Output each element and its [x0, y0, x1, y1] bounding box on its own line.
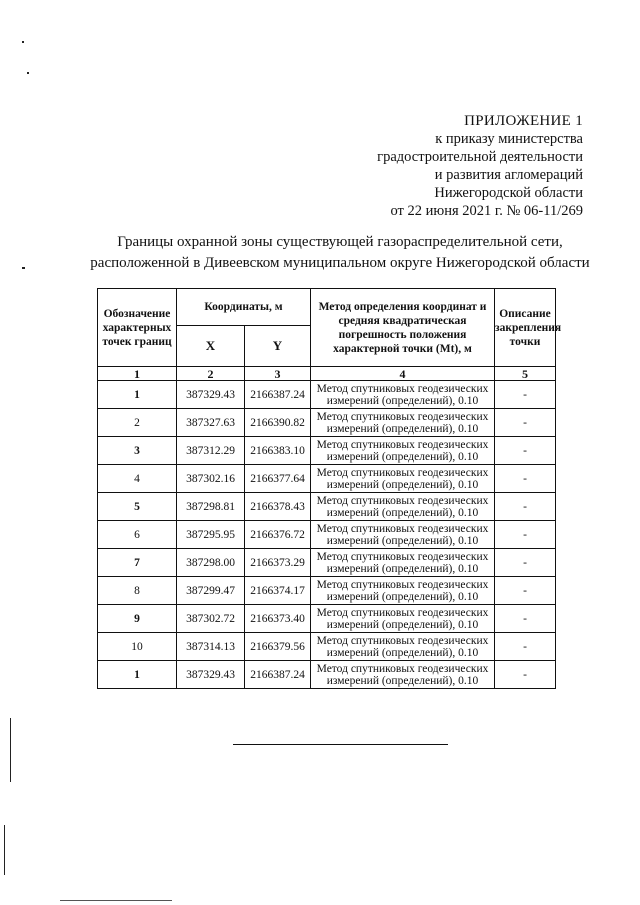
point-cell: 3 [98, 437, 177, 465]
point-cell: 4 [98, 465, 177, 493]
footer-divider [60, 900, 172, 901]
fixing-cell: - [495, 381, 556, 409]
point-cell: 1 [98, 381, 177, 409]
fixing-cell: - [495, 521, 556, 549]
signature-divider [233, 744, 448, 745]
fixing-cell: - [495, 409, 556, 437]
y-cell: 2166373.40 [245, 605, 311, 633]
method-cell: Метод спутниковых геодезических измерений (определений), 0.10 [311, 633, 495, 661]
table-row [98, 409, 556, 437]
column-number-row [98, 367, 556, 381]
y-cell: 2166383.10 [245, 437, 311, 465]
x-cell: 387312.29 [177, 437, 245, 465]
column-number: 5 [495, 367, 556, 381]
appendix-line: градостроительной деятельности [377, 149, 583, 165]
column-number: 3 [245, 367, 311, 381]
y-cell: 2166377.64 [245, 465, 311, 493]
table-row [98, 661, 556, 689]
document-title [60, 232, 620, 274]
fixing-cell: - [495, 633, 556, 661]
table-row [98, 549, 556, 577]
table-row [98, 381, 556, 409]
y-cell: 2166378.43 [245, 493, 311, 521]
method-cell: Метод спутниковых геодезических измерений (определений), 0.10 [311, 661, 495, 689]
x-cell: 387329.43 [177, 381, 245, 409]
document-title-line: расположенной в Дивеевском муниципальном округе Нижегородской области [90, 255, 590, 271]
y-cell: 2166390.82 [245, 409, 311, 437]
method-cell: Метод спутниковых геодезических измерений (определений), 0.10 [311, 409, 495, 437]
table-row [98, 577, 556, 605]
x-cell: 387298.00 [177, 549, 245, 577]
method-cell: Метод спутниковых геодезических измерений (определений), 0.10 [311, 605, 495, 633]
fixing-cell: - [495, 605, 556, 633]
header-y: Y [245, 326, 311, 367]
header-x: X [177, 326, 245, 367]
scan-edge-line [4, 825, 5, 875]
x-cell: 387295.95 [177, 521, 245, 549]
table-row [98, 465, 556, 493]
boundary-points-table [97, 288, 562, 689]
x-cell: 387302.16 [177, 465, 245, 493]
appendix-line: Нижегородской области [434, 185, 583, 201]
point-cell: 10 [98, 633, 177, 661]
appendix-line: к приказу министерства [435, 131, 583, 147]
fixing-cell: - [495, 493, 556, 521]
method-cell: Метод спутниковых геодезических измерений (определений), 0.10 [311, 493, 495, 521]
point-cell: 1 [98, 661, 177, 689]
y-cell: 2166376.72 [245, 521, 311, 549]
fixing-cell: - [495, 437, 556, 465]
point-cell: 7 [98, 549, 177, 577]
header-method: Метод определения координат и средняя квадратическая погрешность положения характерной точки (Mt), м [311, 289, 495, 367]
column-number: 2 [177, 367, 245, 381]
table-row [98, 493, 556, 521]
fixing-cell: - [495, 577, 556, 605]
appendix-header [377, 112, 583, 220]
method-cell: Метод спутниковых геодезических измерений (определений), 0.10 [311, 577, 495, 605]
table-row [98, 437, 556, 465]
method-cell: Метод спутниковых геодезических измерений (определений), 0.10 [311, 437, 495, 465]
appendix-line: от 22 июня 2021 г. № 06-11/269 [390, 203, 583, 219]
scan-mark [22, 267, 25, 269]
point-cell: 8 [98, 577, 177, 605]
x-cell: 387314.13 [177, 633, 245, 661]
y-cell: 2166374.17 [245, 577, 311, 605]
y-cell: 2166387.24 [245, 661, 311, 689]
table-row [98, 605, 556, 633]
document-title-line: Границы охранной зоны существующей газораспределительной сети, [117, 234, 563, 250]
x-cell: 387299.47 [177, 577, 245, 605]
appendix-title: ПРИЛОЖЕНИЕ 1 [464, 113, 583, 129]
method-cell: Метод спутниковых геодезических измерений (определений), 0.10 [311, 465, 495, 493]
table-row [98, 521, 556, 549]
fixing-cell: - [495, 465, 556, 493]
header-point: Обозначение характерных точек границ [98, 289, 177, 367]
fixing-cell: - [495, 661, 556, 689]
scan-mark [27, 72, 29, 74]
scan-edge-line [10, 718, 11, 782]
appendix-line: и развития агломераций [434, 167, 583, 183]
x-cell: 387327.63 [177, 409, 245, 437]
point-cell: 9 [98, 605, 177, 633]
method-cell: Метод спутниковых геодезических измерений (определений), 0.10 [311, 381, 495, 409]
y-cell: 2166387.24 [245, 381, 311, 409]
x-cell: 387329.43 [177, 661, 245, 689]
header-fixing: Описание закрепления точки [495, 289, 556, 367]
fixing-cell: - [495, 549, 556, 577]
table-row [98, 633, 556, 661]
column-number: 1 [98, 367, 177, 381]
x-cell: 387298.81 [177, 493, 245, 521]
y-cell: 2166379.56 [245, 633, 311, 661]
column-number: 4 [311, 367, 495, 381]
x-cell: 387302.72 [177, 605, 245, 633]
header-coordinates: Координаты, м [177, 289, 311, 326]
point-cell: 2 [98, 409, 177, 437]
y-cell: 2166373.29 [245, 549, 311, 577]
point-cell: 6 [98, 521, 177, 549]
point-cell: 5 [98, 493, 177, 521]
method-cell: Метод спутниковых геодезических измерений (определений), 0.10 [311, 549, 495, 577]
scan-mark [22, 41, 24, 43]
method-cell: Метод спутниковых геодезических измерений (определений), 0.10 [311, 521, 495, 549]
